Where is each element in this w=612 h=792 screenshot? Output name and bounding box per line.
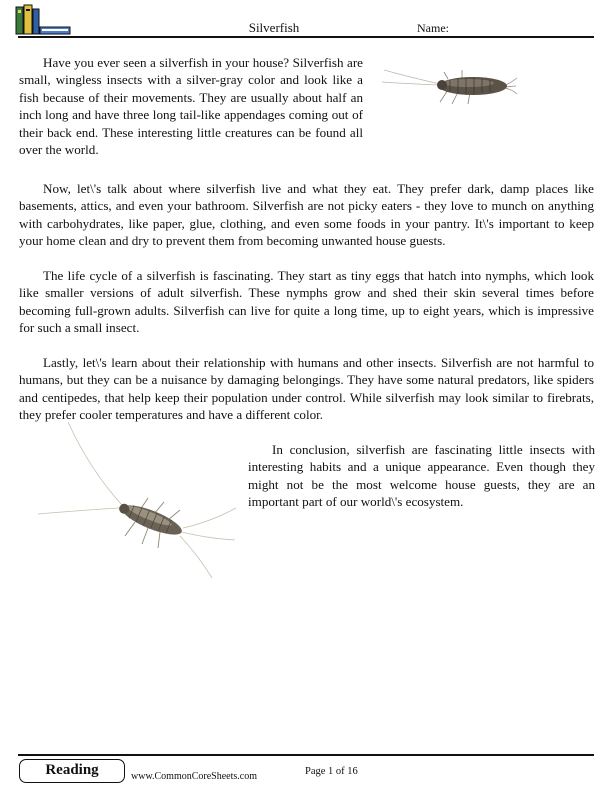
footer-divider: [18, 754, 594, 756]
paragraph-habitat-diet: Now, let\'s talk about where silverfish live and what they eat. They prefer dark, damp places like basements, attics, and even your bathroom. Silverfish are not picky eaters - they love to munch on anything with carbohydrates, like paper, glue, clothing, and even some foods in your pantry. It\'s important to keep your home clean and dry to prevent them from becoming unwanted house guests.: [19, 181, 594, 249]
name-field-label: Name:: [417, 21, 449, 35]
silverfish-photo: [30, 410, 240, 580]
paragraph-life-cycle: The life cycle of a silverfish is fascinating. They start as tiny eggs that hatch into nymphs, which look like smaller versions of adult silverfish. These nymphs grow and shed their skin several times before becoming full-grown adults. Silverfish can live for quite a long time, up to eight years, which is impressive for such a small insect.: [19, 268, 594, 336]
subject-badge-label: Reading: [45, 762, 99, 778]
books-icon: [14, 4, 74, 36]
header-divider: [18, 36, 594, 38]
silverfish-photo: [378, 58, 518, 112]
paragraph-conclusion: In conclusion, silverfish are fascinating little insects with interesting habits and a unique appearance. Even though they might not be the most welcome house guests, they are an important part of our world\'s ecosystem.: [248, 442, 595, 510]
page-title: Silverfish: [248, 20, 300, 35]
subject-badge: [19, 759, 125, 783]
worksheet-header: [0, 0, 612, 40]
paragraph-relationships: Lastly, let\'s learn about their relationship with humans and other insects. Silverfish are not harmful to humans, but they can be a nuisance by damaging belongings. They have some natural predators, like spiders and centipedes, that help keep their population under control. While silverfish may look similar to firebrats, they prefer cooler temperatures and have a different color.: [19, 355, 594, 423]
paragraph-intro: Have you ever seen a silverfish in your house? Silverfish are small, wingless insects with a silver-gray color and look like a fish because of their movements. They are usually about half an inch long and have three long tail-like appendages coming out of their back end. These interesting little creatures can be found all over the world.: [19, 55, 363, 158]
page-number: Page 1 of 16: [305, 766, 358, 777]
footer-site-link[interactable]: www.CommonCoreSheets.com: [131, 771, 258, 782]
